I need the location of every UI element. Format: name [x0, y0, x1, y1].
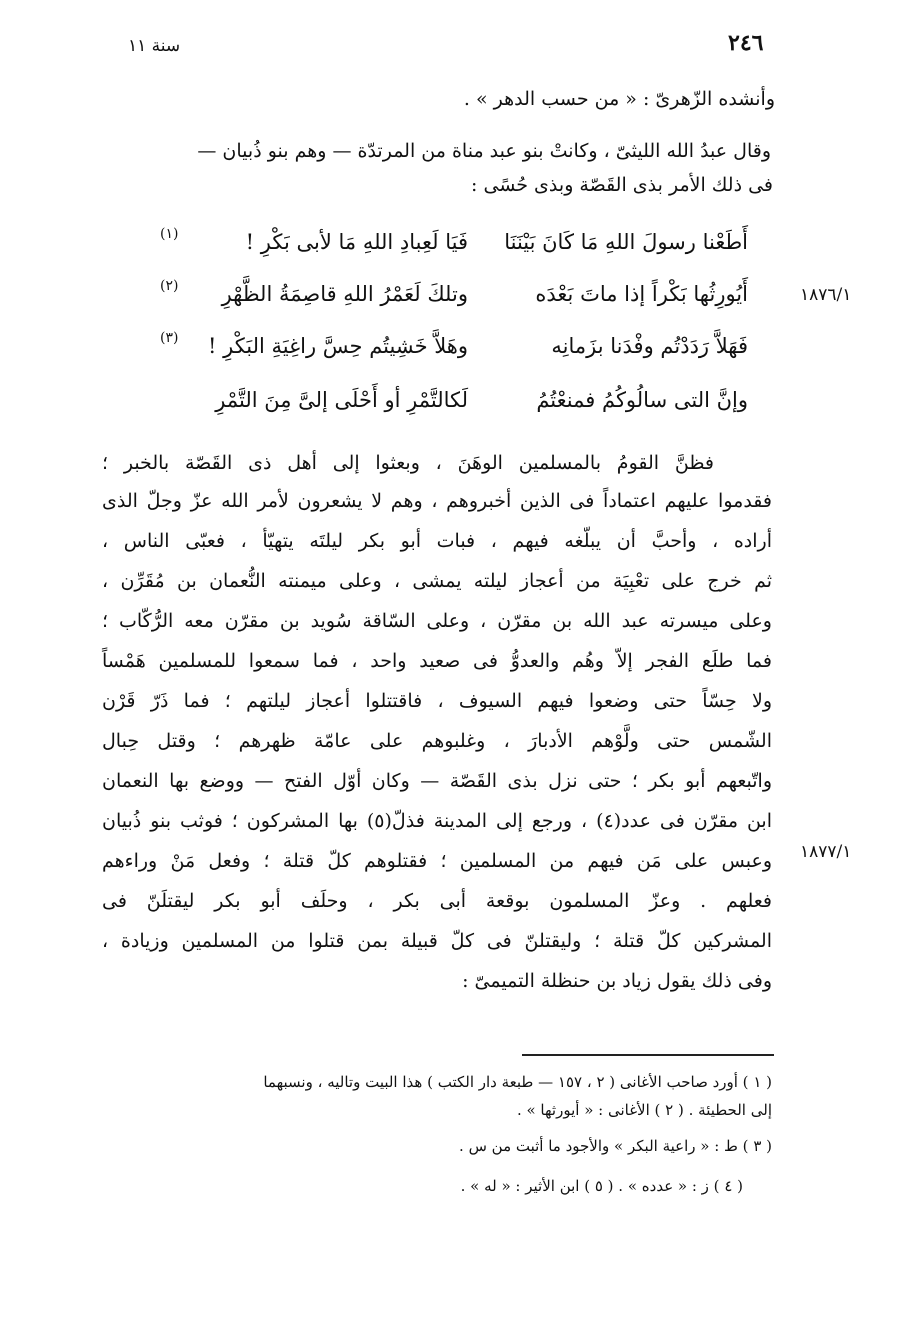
- body-line: المشركين كلّ قتلة ؛ وليقتلنّ فى كلّ قبيلة بمن قتلوا من المسلمين وزيادة ،: [102, 930, 772, 952]
- body-line: وعلى ميسرته عبد الله بن مقرّن ، وعلى السّاقة سُويد بن مقرّن معه الرُّكّاب ؛: [102, 610, 772, 632]
- page-number: ٢٤٦: [728, 30, 764, 56]
- verse-hemistich-2: وهَلاَّ خَشِيتُم حِسَّ راغِيَةِ البَكْرِ !: [208, 334, 468, 358]
- year-label: سنة ١١: [128, 36, 181, 56]
- verse-hemistich-2: وتلكَ لَعَمْرُ اللهِ قاصِمَةُ الظَّهْرِ: [221, 282, 468, 306]
- verse-hemistich-1: فَهَلاَّ رَدَدْتُم وفْدَنا بزَمانِه: [551, 334, 748, 358]
- margin-ref-2: ١٨٧٧/١: [800, 842, 852, 862]
- body-line: فما طلَع الفجر إلاّ وهُم والعدوُّ فى صعيد واحد ، فما سمعوا للمسلمين هَمْساً: [102, 650, 772, 672]
- verse-hemistich-2: فَيَا لَعِبادِ اللهِ مَا لأبى بَكْرِ !: [245, 230, 468, 254]
- footnote-line: ( ٣ ) ط : « راعية البكر » والأجود ما أثبت من س .: [459, 1137, 772, 1155]
- body-line: فظنَّ القومُ بالمسلمين الوهَنَ ، وبعثوا إلى أهل ذى القَصّة بالخبر ؛: [102, 452, 714, 474]
- verse-hemistich-2: لَكالتَّمْرِ أو أَحْلَى إلىَّ مِنَ التَّمْرِ: [215, 388, 468, 412]
- footnote-divider: [522, 1054, 774, 1056]
- verse-hemistich-1: أَيُورِثُها بَكْراً إذا ماتَ بَعْدَه: [535, 282, 748, 306]
- body-line: الشّمس حتى ولَّوْهم الأدبارَ ، وغلبوهم على عامّة ظهرهم ؛ وقتل حِبال: [102, 730, 772, 752]
- body-line: وفى ذلك يقول زياد بن حنظلة التميمىّ :: [462, 970, 772, 992]
- body-line: ابن مقرّن فى عدد(٤) ، ورجع إلى المدينة فذلّ(٥) بها المشركون ؛ فوثب بنو ذُبيان: [102, 810, 772, 832]
- intro-line: وقال عبدُ الله الليثىّ ، وكانتْ بنو عبد مناة من المرتدّة — وهم بنو ذُبيان —: [197, 140, 771, 162]
- footnote-ref: (١): [160, 226, 179, 242]
- verse-hemistich-1: وإنَّ التى سالُوكُمُ فمنعْتُمُ: [536, 388, 748, 412]
- footnote-ref: (٢): [160, 278, 179, 294]
- body-line: فعلهم . وعزّ المسلمون بوقعة أبى بكر ، وحلَف أبو بكر ليقتلَنّ فى: [102, 890, 772, 912]
- verse-hemistich-1: أَطَعْنا رسولَ اللهِ مَا كَانَ بَيْنَنَا: [504, 230, 748, 254]
- footnote-ref: (٣): [160, 330, 179, 346]
- body-line: واتّبعهم أبو بكر ؛ حتى نزل بذى القَصّة — وكان أوّل الفتح — ووضع بها النعمان: [102, 770, 772, 792]
- intro-line: فى ذلك الأمر بذى القَصّة وبذى حُسًى :: [471, 174, 773, 196]
- body-line: فقدموا عليهم اعتماداً فى الذين أخبروهم ، وهم لا يشعرون لأمر الله عزّ وجلّ الذى: [102, 490, 772, 512]
- footnote-line: ( ١ ) أورد صاحب الأغانى ( ٢ ، ١٥٧ — طبعة دار الكتب ) هذا البيت وتاليه ، ونسبهما: [263, 1073, 772, 1091]
- footnote-line: ( ٤ ) ز : « عدده » . ( ٥ ) ابن الأثير : « له » .: [460, 1177, 743, 1195]
- body-line: أراده ، وأحبَّ أن يبلّغه فيهم ، فبات أبو بكر ليلتَه يتهيّأ ، فعبّى الناس ،: [102, 530, 772, 552]
- body-line: ولا حِسّاً حتى وضعوا فيهم السيوف ، فاقتتلوا أعجاز ليلتهم ؛ فما ذَرّ قَرْن: [102, 690, 772, 712]
- body-line: وعبس على مَن فيهم من المسلمين ؛ فقتلوهم كلّ قتلة ؛ وفعل مَنْ وراءهم: [102, 850, 772, 872]
- margin-ref-1: ١٨٧٦/١: [800, 285, 852, 305]
- intro-line: وأنشده الزّهرىّ : « من حسب الدهر » .: [463, 88, 775, 110]
- body-line: ثم خرج على تعْبِيَة من أعجاز ليلته يمشى ، وعلى ميمنته النُّعمان بن مُقَرِّن ،: [102, 570, 772, 592]
- footnote-line: إلى الحطيئة . ( ٢ ) الأغانى : « أيورثها » .: [516, 1101, 772, 1119]
